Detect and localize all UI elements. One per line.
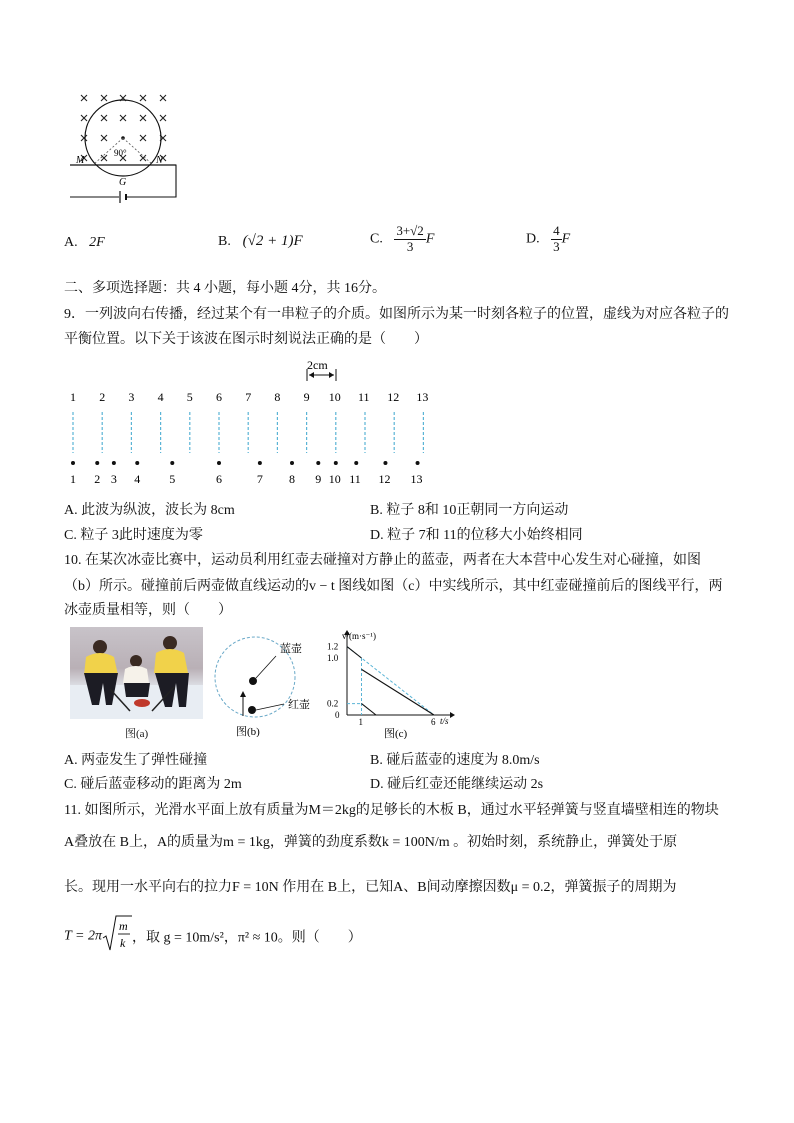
q9-displaced-row: [70, 461, 423, 486]
q8-option-a-letter: A.: [64, 235, 78, 250]
q9-particle-dot: [316, 461, 320, 465]
red-stone-label: 红壶: [288, 699, 310, 711]
q11-stem-line4: ，取 g = 10m/s²，π² ≈ 10。则（ ）: [132, 930, 362, 946]
q9-particle-dot: [258, 461, 262, 465]
field-cross-mark: [120, 115, 126, 121]
field-cross-mark: [160, 115, 166, 121]
field-cross-mark: [81, 95, 87, 101]
fig-b-caption: 图(b): [236, 726, 260, 737]
q9-particle-dot: [416, 461, 420, 465]
field-cross-mark: [101, 155, 107, 161]
q10-stem-line2: （b）所示。碰撞前后两壶做直线运动的v − t 图线如图（c）中实线所示，其中红壶碰撞前后的图线平行，两: [64, 579, 723, 594]
fig-c-caption: 图(c): [384, 728, 408, 739]
q9-particle-label: 8: [289, 472, 295, 486]
vt-red-before-line: [347, 647, 362, 658]
field-cross-mark: [140, 115, 146, 121]
q10-option-b[interactable]: B. 碰后蓝壶的速度为 8.0m/s: [370, 753, 540, 768]
vt-lines: [347, 647, 434, 715]
q9-equilibrium-label: 12: [387, 390, 400, 404]
vt-y-tick-label: 0: [335, 710, 340, 720]
q9-option-a[interactable]: A. 此波为纵波，波长为 8cm: [64, 503, 235, 518]
red-stone: [248, 706, 256, 714]
q8-option-c-numerator: 3+√2: [396, 223, 424, 238]
vt-x-axis-label: t/s: [440, 716, 449, 726]
vt-x-tick-label: 6: [431, 717, 436, 727]
q9-equilibrium-label: 2: [99, 390, 106, 404]
q9-equilibrium-label: 3: [128, 390, 135, 404]
field-cross-mark: [160, 95, 166, 101]
q9-equilibrium-label: 8: [274, 390, 281, 404]
q8-option-d-fraction: [551, 224, 562, 255]
q11-stem-line3: 长。现用一水平向右的拉力F = 10N 作用在 B上，已知A、B间动摩擦因数μ = 0.2，弹簧振子的周期为: [64, 880, 677, 895]
vt-axes: [344, 630, 455, 718]
field-cross-mark: [140, 135, 146, 141]
q9-particle-label: 11: [349, 472, 361, 486]
blue-stone-label: 蓝壶: [280, 643, 302, 655]
q9-particle-label: 3: [110, 472, 117, 486]
q9-particle-label: 10: [328, 472, 341, 486]
q10-stem-line3: 冰壶质量相等，则（ ）: [64, 603, 232, 618]
q9-particle-dot: [95, 461, 99, 465]
field-cross-mark: [81, 135, 87, 141]
q9-equilibrium-label: 5: [186, 390, 193, 404]
label-m: M: [76, 155, 85, 166]
q9-equilibrium-label: 7: [245, 390, 252, 404]
vt-y-tick-label: 1.0: [327, 653, 339, 663]
q9-equilibrium-label: 11: [358, 390, 370, 404]
q8-option-a-text: 2F: [89, 235, 105, 250]
curling-house-figure: [210, 632, 320, 737]
q9-particle-dot: [217, 461, 221, 465]
sqrt-numerator: m: [119, 919, 128, 933]
q9-particle-dot: [354, 461, 358, 465]
q9-option-c[interactable]: C. 粒子 3此时速度为零: [64, 528, 203, 543]
q9-particle-dot: [170, 461, 174, 465]
q9-equilibrium-label: 9: [303, 390, 310, 404]
q11-period-formula-line: [64, 914, 362, 959]
magnetic-field-figure: [64, 88, 184, 208]
q9-particle-label: 9: [315, 472, 322, 486]
q9-particle-label: 5: [169, 472, 176, 486]
q9-particle-label: 13: [410, 472, 423, 486]
athlete-middle: [123, 655, 150, 697]
q8-option-d-denominator: 3: [553, 238, 560, 254]
red-label-leader: [256, 704, 284, 710]
q11-sqrt: [102, 914, 132, 959]
q8-option-d-numerator: 4: [553, 223, 560, 238]
vt-ticks: [327, 642, 436, 727]
q11-stem-line2: A叠放在 B上，A的质量为m = 1kg，弹簧的劲度系数k = 100N/m 。初始时刻，系统静止，弹簧处于原: [64, 835, 678, 850]
q8-option-b[interactable]: [218, 233, 303, 250]
q8-option-c-denominator: 3: [406, 238, 414, 254]
q9-equilibrium-label: 4: [157, 390, 164, 404]
q9-stem-line1: 9．一列波向右传播，经过某个有一串粒子的介质。如图所示为某一时刻各粒子的位置，虚线为对应各粒子的: [64, 307, 729, 322]
q9-particle-dot: [112, 461, 116, 465]
q10-option-d[interactable]: D. 碰后红壶还能继续运动 2s: [370, 777, 544, 792]
q9-option-d[interactable]: D. 粒子 7和 11的位移大小始终相同: [370, 528, 583, 543]
q8-option-c-tail: F: [425, 231, 435, 247]
field-cross-mark: [101, 135, 107, 141]
radius-line-right: [123, 138, 152, 164]
vt-y-tick-label: 0.2: [327, 698, 339, 709]
q9-particle-dot: [71, 461, 75, 465]
blue-label-leader: [256, 656, 276, 678]
q9-particle-label: 1: [70, 472, 76, 486]
field-cross-mark: [140, 95, 146, 101]
q9-option-b[interactable]: B. 粒子 8和 10正朝同一方向运动: [370, 503, 569, 518]
q8-option-d-tail: F: [561, 231, 571, 247]
q9-particle-label: 2: [94, 472, 101, 486]
vt-y-tick-label: 1.2: [327, 641, 339, 652]
q8-option-c[interactable]: [370, 224, 434, 255]
fig-a-caption: 图(a): [125, 728, 149, 740]
q9-particle-figure: [60, 355, 440, 490]
field-cross-mark: [101, 115, 107, 121]
blue-stone: [249, 677, 257, 685]
q9-particle-label: 4: [134, 472, 141, 486]
q8-option-b-letter: B.: [218, 234, 231, 249]
q8-option-c-fraction: [394, 224, 425, 255]
q9-particle-dot: [383, 461, 387, 465]
q9-scale-bar: [307, 358, 336, 381]
q9-particle-dot: [135, 461, 139, 465]
q8-option-d-letter: D.: [526, 231, 540, 247]
q9-particle-label: 12: [378, 472, 391, 486]
q11-formula-lhs: T = 2π: [64, 928, 102, 944]
q10-stem-line1: 10. 在某次冰壶比赛中，运动员利用红壶去碰撞对方静止的蓝壶，两者在大本营中心发生对心碰撞，如图: [64, 553, 701, 568]
q9-particle-label: 6: [216, 472, 222, 486]
q10-option-a[interactable]: A. 两壶发生了弹性碰撞: [64, 753, 208, 768]
vt-blue-after-line: [362, 669, 435, 715]
q9-stem-line2: 平衡位置。以下关于该波在图示时刻说法正确的是（ ）: [64, 332, 428, 347]
q8-option-d[interactable]: [526, 224, 570, 255]
q9-equilibrium-label: 13: [416, 390, 429, 404]
label-n: N: [156, 155, 163, 166]
q10-option-c[interactable]: C. 碰后蓝壶移动的距离为 2m: [64, 777, 242, 792]
q9-equilibrium-label: 6: [216, 390, 222, 404]
q11-stem-line1: 11. 如图所示，光滑水平面上放有质量为M＝2kg的足够长的木板 B，通过水平轻弹簧与竖直墙壁相连的物块: [64, 803, 719, 818]
q8-option-c-letter: C.: [370, 231, 383, 247]
q9-equilibrium-label: 10: [328, 390, 341, 404]
q9-equilibrium-label: 1: [70, 390, 76, 404]
angle-label: 90°: [114, 148, 127, 158]
curling-photo: [70, 627, 203, 719]
q8-option-b-text: (√2 + 1)F: [242, 233, 303, 249]
label-g: G: [119, 177, 127, 188]
q9-particle-dot: [290, 461, 294, 465]
sqrt-denominator: k: [120, 936, 126, 950]
q9-equilibrium-row: [70, 390, 428, 453]
q9-particle-label: 7: [256, 472, 263, 486]
field-cross-mark: [81, 115, 87, 121]
vt-graph: [322, 627, 462, 739]
vt-x-tick-label: 1: [358, 717, 363, 727]
vt-y-axis-label: v/(m·s⁻¹): [342, 631, 376, 641]
q9-scale-label: 2cm: [307, 358, 328, 372]
q8-option-a[interactable]: [64, 235, 105, 251]
vt-red-after-line: [362, 704, 377, 715]
field-cross-mark: [101, 95, 107, 101]
q9-particle-dot: [334, 461, 338, 465]
curling-stone: [134, 699, 150, 707]
section2-heading: 二、多项选择题：共 4 小题，每小题 4分，共 16分。: [64, 281, 386, 296]
